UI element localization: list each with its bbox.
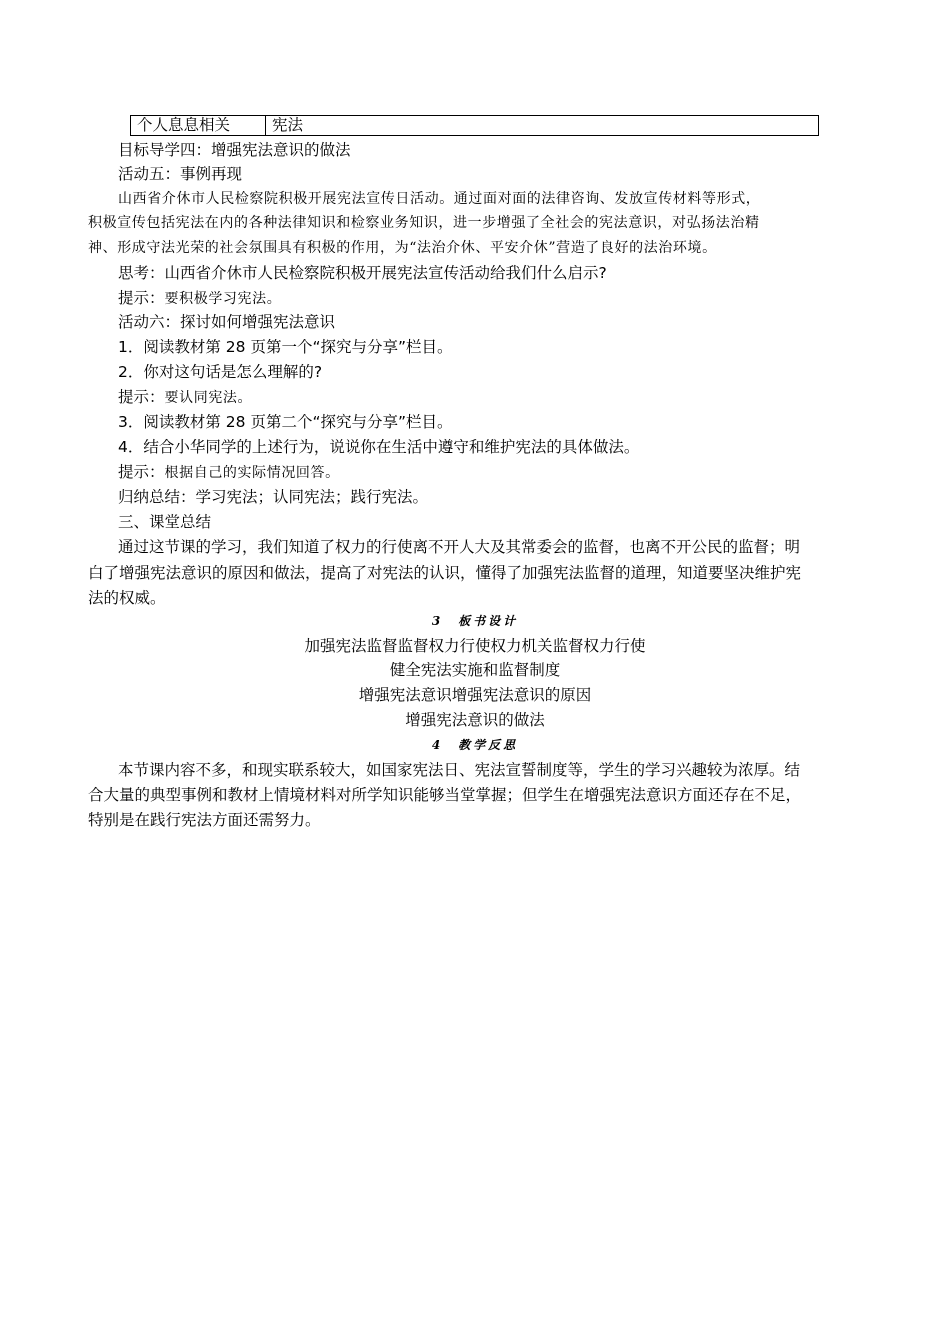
hint-text: 根据自己的实际情况回答。 <box>164 465 340 481</box>
table-row <box>131 116 819 136</box>
reflection-line: 本节课内容不多，和现实联系较大，如国家宪法日、宪法宣誓制度等，学生的学习兴趣较为浓厚。结 <box>118 761 801 779</box>
conclusion-line: 法的权威。 <box>88 589 166 607</box>
table-cell: 宪法 <box>266 116 819 136</box>
summary: 归纳总结：学习宪法；认同宪法；践行宪法。 <box>118 488 429 506</box>
content-table <box>130 115 819 136</box>
hint-label: 提示： <box>118 388 165 406</box>
hint-text: 要认同宪法。 <box>164 390 253 406</box>
conclusion-line: 白了增强宪法意识的原因和做法，提高了对宪法的认识，懂得了加强宪法监督的道理，知道要坚决维护宪 <box>88 564 802 582</box>
question: 4．结合小华同学的上述行为，说说你在生活中遵守和维护宪法的具体做法。 <box>118 438 640 456</box>
case-line: 积极宣传包括宪法在内的各种法律知识和检察业务知识，进一步增强了全社会的宪法意识，对弘扬法治精 <box>88 215 760 231</box>
case-line: 山西省介休市人民检察院积极开展宪法宣传日活动。通过面对面的法律咨询、发放宣传材料等形式， <box>118 191 761 207</box>
case-line: 神、形成守法光荣的社会氛围具有积极的作用，为“法治介休、平安介休”营造了良好的法治环境。 <box>88 240 717 256</box>
goal-heading: 目标导学四：增强宪法意识的做法 <box>118 141 351 159</box>
board-line: 增强宪法意识增强宪法意识的原因 <box>358 686 592 704</box>
hint-label: 提示： <box>118 289 165 307</box>
hint-text: 要积极学习宪法。 <box>164 291 282 307</box>
board-line: 增强宪法意识的做法 <box>405 711 545 729</box>
question: 2．你对这句话是怎么理解的? <box>118 363 323 381</box>
question: 3．阅读教材第 28 页第二个“探究与分享”栏目。 <box>118 413 453 431</box>
table-cell: 个人息息相关 <box>131 116 266 136</box>
reflection-heading: 4 教学反思 <box>431 738 519 752</box>
hint-label: 提示： <box>118 463 165 481</box>
board-line: 健全宪法实施和监督制度 <box>389 661 561 679</box>
board-heading: 3 板书设计 <box>431 614 519 628</box>
reflection-line: 合大量的典型事例和教材上情境材料对所学知识能够当堂掌握；但学生在增强宪法意识方面还存在不足， <box>88 786 802 804</box>
hint <box>118 387 252 408</box>
hint <box>118 288 281 309</box>
activity-heading: 活动六：探讨如何增强宪法意识 <box>118 313 336 331</box>
hint <box>118 462 340 483</box>
think-question: 思考：山西省介休市人民检察院积极开展宪法宣传活动给我们什么启示? <box>118 264 607 282</box>
section-heading: 三、课堂总结 <box>118 513 212 531</box>
question: 1．阅读教材第 28 页第一个“探究与分享”栏目。 <box>118 338 453 356</box>
activity-heading: 活动五：事例再现 <box>118 165 243 183</box>
board-line: 加强宪法监督监督权力行使权力机关监督权力行使 <box>304 637 646 655</box>
conclusion-line: 通过这节课的学习，我们知道了权力的行使离不开人大及其常委会的监督，也离不开公民的监督；明 <box>118 538 801 556</box>
reflection-line: 特别是在践行宪法方面还需努力。 <box>88 811 321 829</box>
